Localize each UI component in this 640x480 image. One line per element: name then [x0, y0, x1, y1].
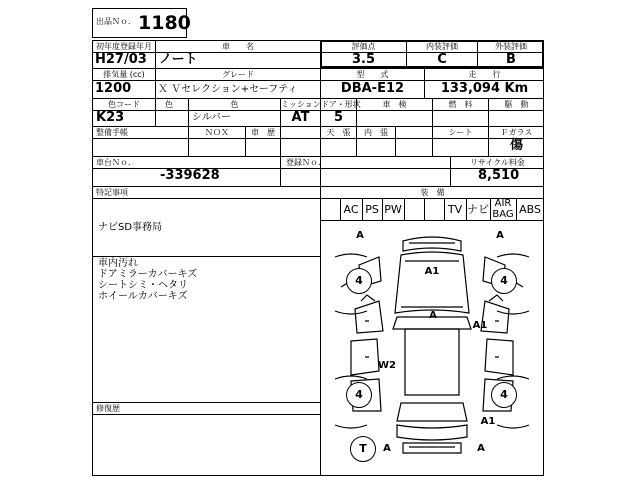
recycle-fee-value: 8,510: [478, 168, 520, 183]
notes-item: 車内汚れ: [98, 258, 138, 269]
col-divider: [395, 126, 396, 156]
displacement-value: 1200: [95, 81, 132, 96]
mileage-label: 走 行: [468, 70, 501, 79]
damage-mark: A: [477, 443, 485, 454]
damage-mark: A: [383, 443, 391, 454]
repair-history-label: 修復歴: [96, 404, 120, 413]
repair-divider: [92, 402, 320, 403]
repair-label-divider: [92, 414, 320, 415]
interior-trim-label: 内 張: [364, 128, 388, 137]
notes-label: 特記事項: [96, 188, 128, 197]
year-value: H27/03: [95, 52, 147, 67]
equipment-airbag: AIR BAG: [492, 198, 514, 220]
grade-label: グレード: [222, 70, 254, 79]
damage-mark: A: [356, 230, 364, 241]
equipment-pw: PW: [384, 203, 402, 216]
notes-item: ドアミラーカバーキズ: [98, 269, 198, 280]
equipment-ac: AC: [343, 203, 359, 216]
car-damage-diagram: [321, 221, 543, 475]
interior-grade-value: C: [437, 52, 447, 67]
equipment-label: 装 備: [420, 188, 445, 197]
color-label: 色: [230, 100, 239, 109]
fuel-label: 燃 料: [448, 100, 473, 109]
interior-grade-label: 内装評価: [426, 42, 458, 51]
inspection-label: 車 検: [382, 100, 407, 109]
car-name-value: ノート: [159, 52, 198, 67]
equipment-abs: ABS: [519, 203, 541, 216]
tire-tread-marker: 4: [491, 268, 517, 294]
color-code-label: 色コード: [108, 100, 140, 109]
equipment-tv: TV: [447, 203, 463, 216]
registration-label: 登録Ｎｏ．: [286, 158, 326, 167]
front-glass-label: Ｆガラス: [500, 128, 533, 137]
damage-mark: A1: [472, 320, 488, 331]
grade-value: Ｘ Ｖセレクション+セーフティ: [158, 84, 298, 95]
car-history-label: 車 歴: [251, 128, 275, 137]
ceiling-label: 天 張: [326, 128, 351, 137]
color-code-value: K23: [96, 110, 125, 125]
equipment-ps: PS: [365, 203, 379, 216]
equip-divider: [404, 198, 405, 220]
front-glass-value: 傷: [509, 138, 523, 153]
score-value: 3.5: [351, 52, 376, 67]
tire-tread-marker: 4: [346, 382, 372, 408]
tire-tread-marker: 4: [491, 382, 517, 408]
damage-mark: A1: [480, 416, 496, 427]
damage-mark: A: [496, 230, 504, 241]
model-value: DBA-E12: [340, 81, 405, 96]
notes-line: ナビSD事務局: [98, 222, 163, 233]
exterior-grade-value: B: [506, 52, 516, 67]
displacement-label: 排気量 (cc): [103, 70, 145, 79]
mileage-value: 133,094 Km: [440, 81, 529, 96]
recycle-fee-label: リサイクル料金: [470, 158, 525, 167]
year-label: 初年度登録年月: [96, 42, 152, 51]
doors-value: 5: [333, 110, 344, 125]
damage-mark: W2: [378, 360, 396, 371]
chassis-value: -339628: [160, 168, 220, 183]
exterior-grade-label: 外装評価: [495, 42, 527, 51]
model-label: 型 式: [356, 70, 389, 79]
chassis-label: 車台Ｎｏ．: [96, 158, 136, 167]
spare-tire-marker: T: [350, 436, 376, 462]
col-divider: [280, 126, 281, 186]
notes-divider: [92, 256, 320, 257]
seat-label: シート: [448, 128, 473, 137]
equip-divider: [424, 198, 425, 220]
color-label-left: 色: [165, 100, 173, 109]
notes-item: シートシミ・ヘタリ: [98, 280, 188, 291]
tire-tread-marker: 4: [346, 268, 372, 294]
damage-mark: A: [429, 310, 437, 321]
equipment-navi: ナビ: [467, 203, 489, 216]
car-name-label: 車 名: [222, 42, 254, 51]
notes-item: ホイールカバーキズ: [98, 291, 188, 302]
score-label: 評価点: [351, 42, 376, 51]
nox-label: ＮＯＸ: [205, 128, 229, 137]
maintenance-book-label: 整備手帳: [96, 128, 128, 137]
drive-label: 駆 動: [504, 100, 529, 109]
mission-value: AT: [291, 110, 310, 125]
lot-number-label: 出品Ｎｏ．: [96, 17, 136, 26]
lot-number: 1180: [138, 12, 191, 34]
col-divider: [155, 98, 156, 126]
mission-label: ミッション: [281, 100, 321, 109]
doors-label: ドア・形状: [321, 100, 361, 109]
damage-mark: A1: [424, 266, 440, 277]
color-value: シルバー: [192, 112, 232, 123]
